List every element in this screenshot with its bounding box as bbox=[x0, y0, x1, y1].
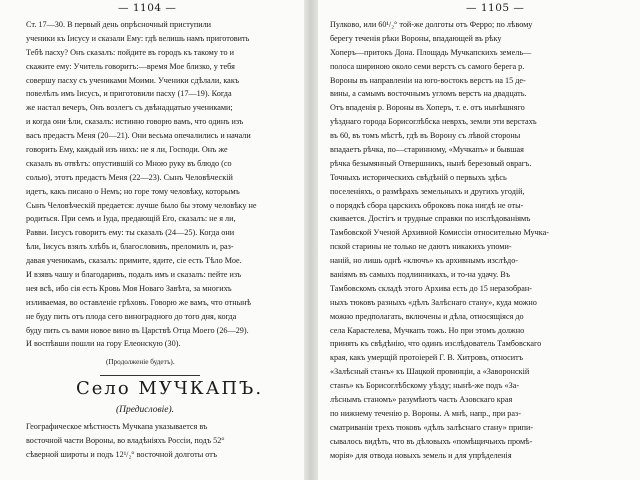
text-line: Равви. Іисусъ говоритъ ему: ты сказалъ (24—25). Когда они bbox=[26, 228, 235, 238]
book-gutter bbox=[304, 0, 318, 480]
continued-note: (Продолженіе будетъ). bbox=[106, 358, 175, 366]
text-line: Отъ впаденія р. Вороны въ Хоперъ, т. е. отъ нынѣшняго bbox=[330, 103, 525, 113]
text-line: впадаетъ рѣчка, по—старинному, «Мучкапъ» и бывшая bbox=[330, 145, 524, 155]
text-line: Сынъ Человѣческій предается: лучше было бы этому человѣку не bbox=[26, 200, 257, 210]
history-text bbox=[330, 18, 630, 463]
text-line: повелѣлъ имъ Іисусъ, и приготовили пасху (17—19). Когда bbox=[26, 89, 232, 99]
text-line: И воспѣвши пошли на гору Елеонскую (30). bbox=[26, 339, 181, 349]
text-line: Точныхъ историческихъ свѣдѣній о первыхъ здѣсь bbox=[330, 172, 507, 182]
text-line: солью), этотъ предастъ Меня (22—23). Сынъ Человѣческій bbox=[26, 172, 233, 182]
text-line: Тамбовской Ученой Архивной Комиссіи относительно Мучка- bbox=[330, 228, 549, 238]
text-line: же настал вечеръ, Онъ возлегъ съ двѣнадцатью учениками; bbox=[26, 103, 233, 113]
preface-text bbox=[26, 420, 298, 462]
page-number: — 1104 — bbox=[118, 2, 177, 14]
text-line: и когда они ѣли, сказалъ: истинно говорю вамъ, что одинъ изъ bbox=[26, 117, 244, 127]
text-line: станъ» къ Борисоглѣбскому уѣзду; нынѣ-же подъ «За- bbox=[330, 381, 520, 391]
text-line: по нижнему теченію р. Вороны. А мнѣ, напр., при раз- bbox=[330, 408, 521, 418]
text-line: рѣчка безымянный Отвершникъ, нынѣ березовый оврагъ. bbox=[330, 158, 532, 168]
text-line: не буду пить отъ плода сего виноградного до того дня, когда bbox=[26, 311, 237, 321]
text-line: «Залѣсный станъ» къ Шацкой провинціи, а «Заворонскій bbox=[330, 367, 530, 377]
text-line: берегу теченія рѣки Вороны, впадающей въ рѣку bbox=[330, 33, 502, 43]
text-line: васъ предастъ Меня (20—21). Они весьма опечалились и начали bbox=[26, 131, 251, 141]
text-line: Ст. 17—30. В первый день опрѣсночный приступили bbox=[26, 20, 212, 29]
text-line: И взявъ чашу и благодаривъ, подалъ имъ и сказалъ: пейте изъ bbox=[26, 270, 242, 280]
text-line: ваніямъ въ самыхъ подлинникахъ, и то-на удачу. Въ bbox=[330, 270, 510, 280]
text-line: наній, но лишь однѣ «ключъ» къ архивнымъ изслѣдо- bbox=[330, 256, 519, 266]
section-title: Село МУЧКАПЪ. bbox=[76, 378, 264, 399]
text-line: сматриваніи трехъ тюковъ «дѣлъ залѣснаго стану» припи- bbox=[330, 422, 534, 432]
text-line: родиться. При семъ и Іуда, предающій Его, сказалъ: не я ли, bbox=[26, 214, 236, 224]
text-line: Тебѣ пасху? Онъ сказалъ: пойдите въ городъ къ такому то и bbox=[26, 47, 234, 57]
text-line: совершу пасху съ учениками Моими. Ученики сдѣлали, какъ bbox=[26, 75, 240, 85]
text-line: Вороны въ направленіи на юго-востокъ верстъ на 15 де- bbox=[330, 75, 526, 85]
text-line: сывалось видѣть, что въ дѣловыхъ «помѣщичьихъ промѣ- bbox=[330, 436, 533, 446]
right-page bbox=[318, 0, 640, 480]
text-line: давая ученикамъ, сказалъ: примите, ядите, сіе есть Тѣло Мое. bbox=[26, 256, 242, 266]
text-line: принять къ свѣдѣнію, что одинъ изслѣдователь Тамбовскаго bbox=[330, 339, 542, 349]
text-line: Географическое мѣстность Мучкапа указывается въ bbox=[26, 422, 208, 431]
text-line: поселеніяхъ, о размѣрахъ земельныхъ и другихъ угодій, bbox=[330, 186, 525, 196]
text-line: сѣверной широты и подъ 12¹/₂° восточной долготы отъ bbox=[26, 449, 218, 459]
text-line: скивается. Достігъ и трудные справки по изслѣдованіямъ bbox=[330, 214, 531, 224]
text-line: морія» для отвода новыхъ земель и для упрѣделенія bbox=[330, 450, 512, 460]
text-line: ученики къ Іисусу и сказали Ему: гдѣ велишь намъ приготовить bbox=[26, 33, 250, 43]
text-line: буду пить съ вами новое вино въ Царствѣ Отца Моего (26—29). bbox=[26, 325, 249, 335]
text-line: Пулково, или 60¹/₂° той-же долготы отъ Ферро; по лѣвому bbox=[330, 20, 533, 29]
left-page bbox=[0, 0, 304, 480]
text-line: о порядкѣ сбора царскихъ оброковъ пока нигдѣ не оты- bbox=[330, 200, 524, 210]
text-line: края, какъ умерщій протоіерей Г. В. Хитровъ, относитъ bbox=[330, 353, 523, 363]
gospel-commentary-text bbox=[26, 18, 298, 351]
divider bbox=[100, 375, 200, 376]
text-line: нея всѣ, ибо сія есть Кровь Моя Новаго Завѣта, за многихъ bbox=[26, 283, 232, 293]
text-line: ныхъ тюковъ разныхъ «дѣлъ Залѣснаго стану», куда можно bbox=[330, 297, 537, 307]
text-line: уѣзднаго города Борисоглѣбска неврхъ, земли эти верстахъ bbox=[330, 117, 537, 127]
text-line: изливаемая, во оставленіе грѣховъ. Говорю же вамъ, что отнынѣ bbox=[26, 297, 251, 307]
text-line: полоса шириною около семи верстъ съ самого берега р. bbox=[330, 61, 525, 71]
text-line: идетъ, какъ писано о Немъ; но горе тому человѣку, которымъ bbox=[26, 186, 240, 196]
text-line: лѣснымъ станомъ» разумѣютъ часть Азовскаго края bbox=[330, 395, 513, 405]
page-number: — 1105 — bbox=[466, 2, 525, 14]
text-line: сказалъ въ отвѣтъ: опустившій со Мною руку въ блюдо (со bbox=[26, 158, 232, 168]
text-line: села Карастелева, Мучкапъ тожъ. Но при этомъ должно bbox=[330, 325, 525, 335]
text-line: пской старины не только не даютъ никакихъ упоми- bbox=[330, 242, 512, 252]
section-subtitle: (Предисловіе). bbox=[116, 405, 175, 415]
text-line: можно предполагать, включены и дѣла, относящіяся до bbox=[330, 311, 524, 321]
text-line: вины, а самымъ восточнымъ угломъ верстъ на двадцать. bbox=[330, 89, 527, 99]
text-line: Хоперъ—притокъ Дона. Площадь Мучкапскихъ земель— bbox=[330, 47, 532, 57]
text-line: въ 60, въ томъ мѣстѣ, гдѣ въ Ворону съ лѣвой стороны bbox=[330, 131, 521, 141]
text-line: Тамбовскомъ складѣ этого Архива есть до 15 неразобран- bbox=[330, 283, 532, 293]
text-line: говорить Ему, каждый изъ нихъ: не я ли, Господи. Онъ же bbox=[26, 145, 228, 155]
text-line: скажите ему: Учитель говоритъ:—время Мое близко, у тебя bbox=[26, 61, 235, 71]
text-line: восточной части Вороны, во владѣніяхъ Россіи, подъ 52° bbox=[26, 435, 225, 445]
text-line: ѣли, Іисусъ взялъ хлѣбъ и, благословивъ, преломилъ и, раз- bbox=[26, 242, 234, 252]
